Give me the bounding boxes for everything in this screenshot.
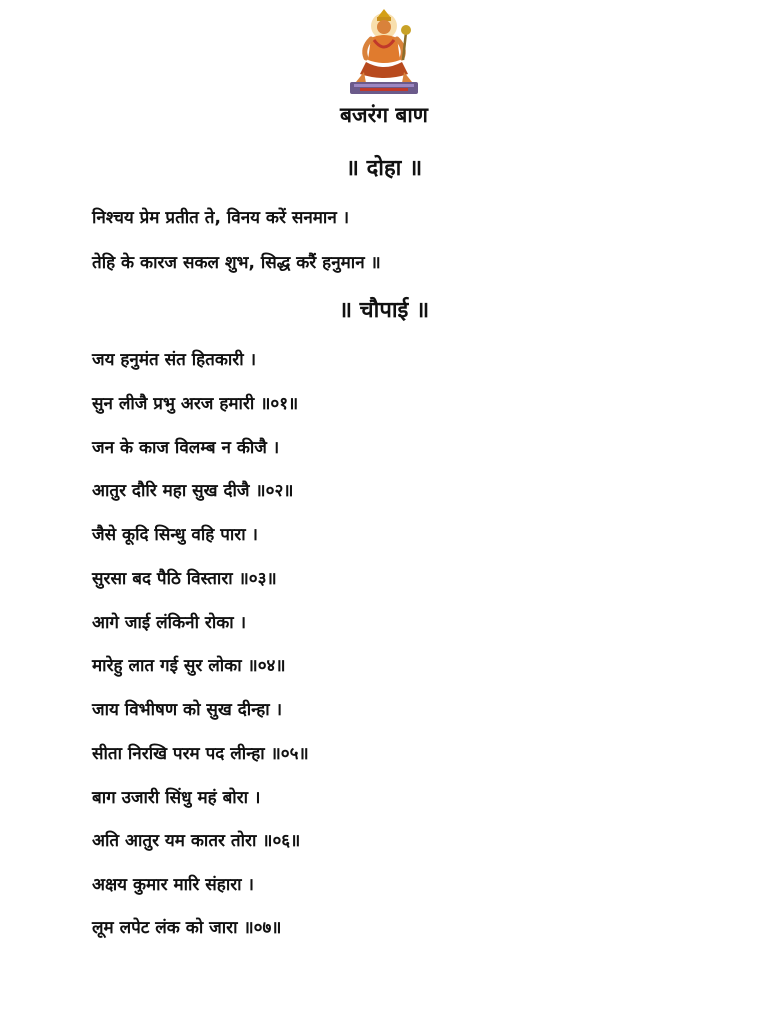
chaupai-line: सुरसा बद पैठि विस्तारा ॥०३॥ <box>92 569 277 589</box>
doha-heading: ॥ दोहा ॥ <box>345 156 423 181</box>
chaupai-line: आगे जाई लंकिनी रोका । <box>92 613 247 633</box>
page-title: बजरंग बाण <box>340 103 428 127</box>
chaupai-line: अक्षय कुमार मारि संहारा । <box>92 875 254 895</box>
chaupai-line: जैसे कूदि सिन्धु वहि पारा । <box>92 525 258 545</box>
chaupai-line: सीता निरखि परम पद लीन्हा ॥०५॥ <box>92 744 309 764</box>
chaupai-line: सुन लीजै प्रभु अरज हमारी ॥०१॥ <box>92 394 299 414</box>
chaupai-line: लूम लपेट लंक को जारा ॥०७॥ <box>92 918 282 938</box>
chaupai-line: जय हनुमंत संत हितकारी । <box>92 350 257 370</box>
chaupai-line: बाग उजारी सिंधु महं बोरा । <box>92 788 261 808</box>
doha-line: निश्चय प्रेम प्रतीत ते, विनय करें सनमान । <box>92 208 350 228</box>
chaupai-line: अति आतुर यम कातर तोरा ॥०६॥ <box>92 831 301 851</box>
chaupai-heading: ॥ चौपाई ॥ <box>338 298 430 323</box>
chaupai-line: जाय विभीषण को सुख दीन्हा । <box>92 700 283 720</box>
chaupai-line: जन के काज विलम्ब न कीजै । <box>92 438 280 458</box>
hanuman-illustration <box>340 8 428 98</box>
chaupai-line: आतुर दौरि महा सुख दीजै ॥०२॥ <box>92 481 294 501</box>
doha-line: तेहि के कारज सकल शुभ, सिद्ध करैं हनुमान ॥ <box>92 253 381 273</box>
chaupai-line: मारेहु लात गई सुर लोका ॥०४॥ <box>92 656 286 676</box>
